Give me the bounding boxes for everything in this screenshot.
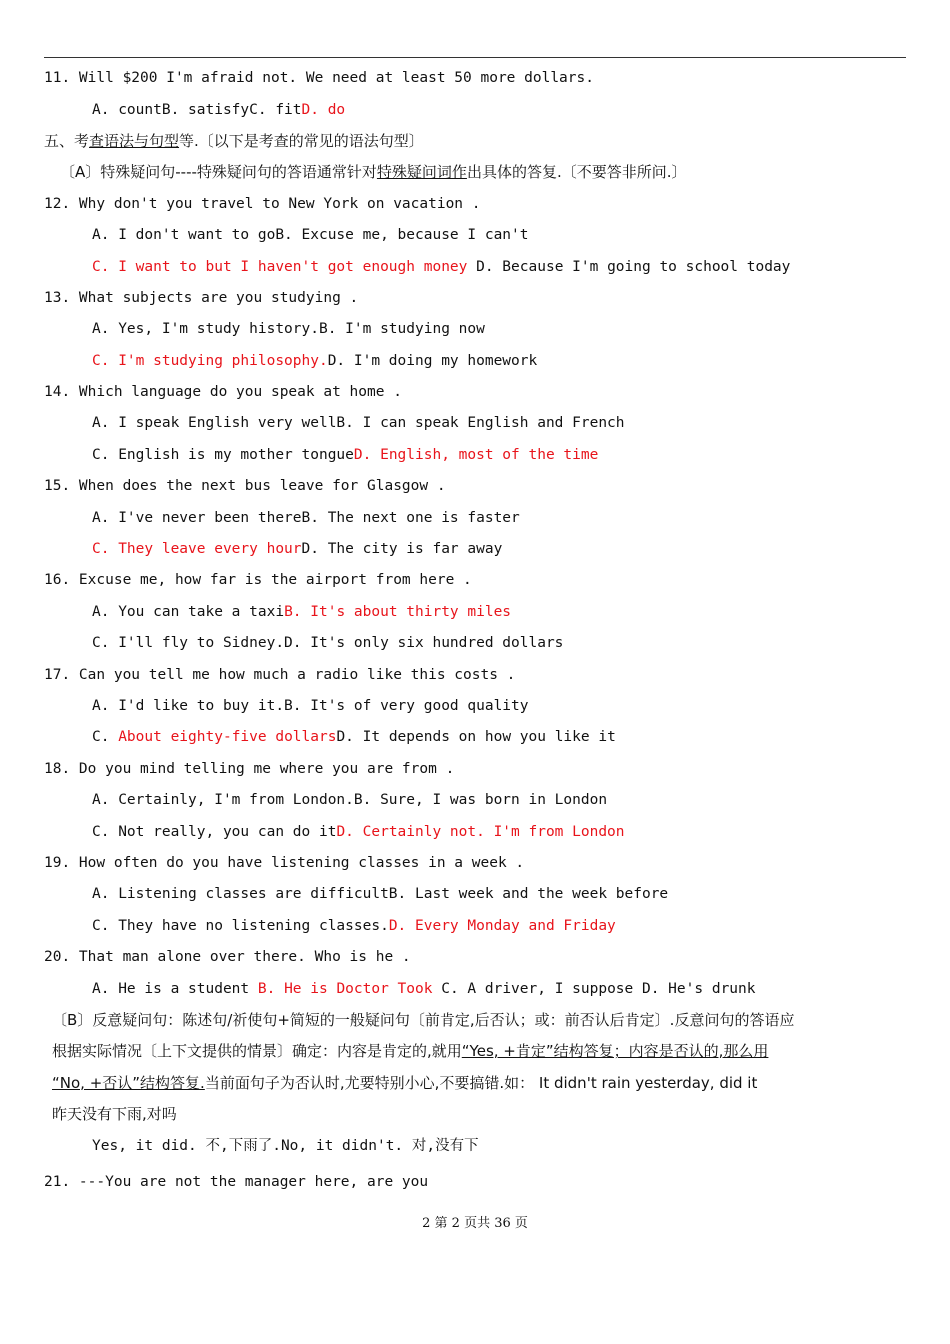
section-five-heading: 五、考查语法与句型等.〔以下是考查的常见的语法句型〕	[44, 132, 424, 150]
q11-stem: 11. Will $200 I'm afraid not. We need at least 50 more dollars.	[44, 70, 594, 86]
q13-options-ab: A. Yes, I'm study history.B. I'm studying now	[92, 321, 485, 337]
q17-options-ab: A. I'd like to buy it.B. It's of very good quality	[92, 698, 529, 714]
q13-stem: 13. What subjects are you studying .	[44, 290, 359, 306]
q19-options-cd: C. They have no listening classes.D. Every Monday and Friday	[92, 918, 616, 934]
section-b-line-4: 昨天没有下雨,对吗	[52, 1105, 177, 1123]
q16-options-cd: C. I'll fly to Sidney.D. It's only six hundred dollars	[92, 635, 564, 651]
q17-options-cd: C. About eighty-five dollarsD. It depends on how you like it	[92, 729, 616, 745]
q14-options-ab: A. I speak English very wellB. I can speak English and French	[92, 415, 625, 431]
section-b-line-2: 根据实际情况〔上下文提供的情景〕确定：内容是肯定的,就用“Yes, +肯定”结构答复；内容是否认的,那么用	[52, 1042, 769, 1060]
q15-stem: 15. When does the next bus leave for Glasgow .	[44, 478, 446, 494]
top-rule	[44, 57, 906, 58]
q15-options-ab: A. I've never been thereB. The next one is faster	[92, 510, 520, 526]
section-b-line-1: 〔B〕反意疑问句：陈述句/祈使句+简短的一般疑问句〔前肯定,后否认；或：前否认后肯定〕.反意问句的答语应	[52, 1011, 795, 1029]
q19-answer: D. Every Monday and Friday	[388, 918, 616, 934]
q15-answer: C. They leave every hour	[92, 541, 302, 557]
q18-options-cd: C. Not really, you can do itD. Certainly not. I'm from London	[92, 824, 625, 840]
q17-stem: 17. Can you tell me how much a radio like this costs .	[44, 667, 516, 683]
q12-stem: 12. Why don't you travel to New York on vacation .	[44, 196, 481, 212]
q12-options-ab: A. I don't want to goB. Excuse me, because I can't	[92, 227, 529, 243]
q11-options: A. countB. satisfyC. fitD. do	[92, 102, 346, 118]
q13-options-cd: C. I'm studying philosophy.D. I'm doing my homework	[92, 353, 538, 369]
q12-options-cd: C. I want to but I haven't got enough money D. Because I'm going to school today	[92, 259, 791, 275]
q14-stem: 14. Which language do you speak at home .	[44, 384, 402, 400]
q15-options-cd: C. They leave every hourD. The city is far away	[92, 541, 503, 557]
q11-answer: D. do	[301, 102, 346, 118]
q16-options-ab: A. You can take a taxiB. It's about thirty miles	[92, 604, 512, 620]
section-b-line-3: “No, +否认”结构答复.当前面句子为否认时,尤要特别小心,不要搞错.如： It didn't rain yesterday, did it	[52, 1074, 758, 1092]
q12-answer: C. I want to but I haven't got enough money	[92, 259, 468, 275]
q14-options-cd: C. English is my mother tongueD. English, most of the time	[92, 447, 599, 463]
q17-answer: About eighty-five dollars	[118, 729, 337, 745]
q14-answer: D. English, most of the time	[353, 447, 599, 463]
q18-options-ab: A. Certainly, I'm from London.B. Sure, I was born in London	[92, 792, 608, 808]
q20-stem: 20. That man alone over there. Who is he .	[44, 949, 411, 965]
q16-answer: B. It's about thirty miles	[284, 604, 512, 620]
q19-options-ab: A. Listening classes are difficultB. Last week and the week before	[92, 886, 669, 902]
q20-answer: B. He is Doctor Took	[257, 981, 433, 997]
q16-stem: 16. Excuse me, how far is the airport from here .	[44, 572, 472, 588]
q19-stem: 19. How often do you have listening classes in a week .	[44, 855, 525, 871]
page-footer: 2 第 2 页共 36 页	[422, 1216, 528, 1231]
section-b-example-answers: Yes, it did. 不,下雨了.No, it didn't. 对,没有下	[92, 1138, 479, 1154]
section-a-heading: 〔A〕特殊疑问句----特殊疑问句的答语通常针对特殊疑问词作出具体的答复.〔不要答非所问.〕	[60, 163, 687, 181]
q21-stem: 21. ---You are not the manager here, are you	[44, 1174, 429, 1190]
q13-answer: C. I'm studying philosophy.	[92, 353, 328, 369]
q18-stem: 18. Do you mind telling me where you are from .	[44, 761, 455, 777]
q20-options: A. He is a student B. He is Doctor Took C. A driver, I suppose D. He's drunk	[92, 981, 756, 997]
q18-answer: D. Certainly not. I'm from London	[336, 824, 625, 840]
